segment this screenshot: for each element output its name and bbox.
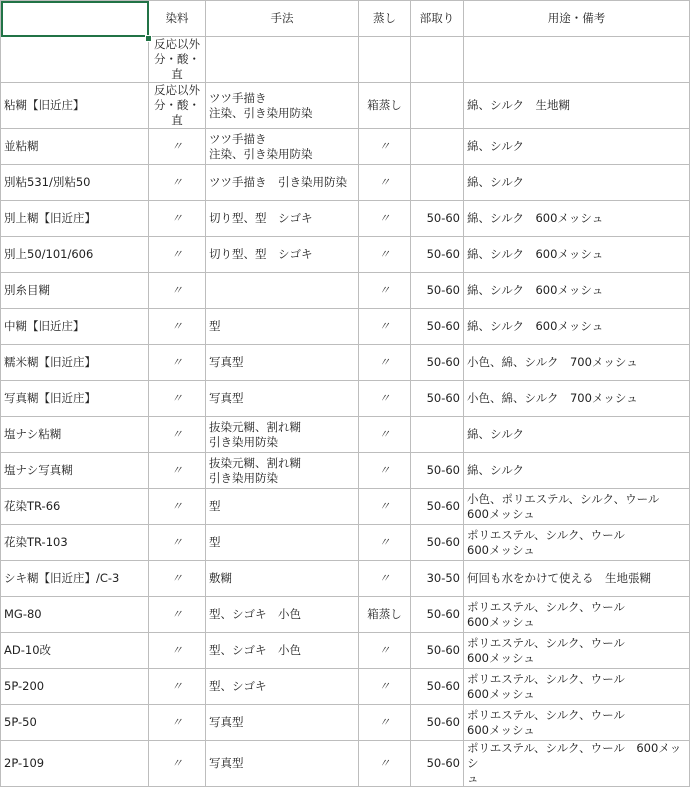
ditto-mark: 〃 (171, 355, 183, 369)
cell-name[interactable] (1, 633, 149, 669)
cell-name[interactable] (1, 345, 149, 381)
steam-value: 〃 (378, 247, 391, 261)
cell-name[interactable] (1, 83, 149, 129)
steam-value: 〃 (378, 211, 391, 225)
steam-value: 〃 (378, 715, 391, 729)
cell-usage[interactable] (464, 201, 690, 237)
header-cell-name[interactable] (1, 1, 149, 37)
method-line-1: ツツ手描き (209, 90, 267, 105)
usage-line-1: 何回も水をかけて使える 生地張糊 (467, 571, 651, 585)
steam-value: 〃 (378, 679, 391, 693)
cell[interactable] (1, 37, 149, 83)
product-name: 花染TR-103 (4, 535, 68, 549)
cell-steam[interactable] (359, 381, 411, 417)
steam-value: 〃 (378, 283, 391, 297)
dye-note-line-2: 分・酸・直 (154, 52, 200, 81)
cell-dye[interactable] (149, 489, 206, 525)
usage-line-2: 600メッシュ (467, 686, 535, 701)
method-line-1: 型 (209, 319, 221, 333)
cell-steam[interactable] (359, 345, 411, 381)
ratio-value: 50-60 (426, 679, 460, 693)
ratio-value: 50-60 (426, 607, 460, 621)
cell-steam[interactable] (359, 705, 411, 741)
cell-steam[interactable] (359, 237, 411, 273)
ditto-mark: 〃 (171, 679, 183, 693)
cell-steam[interactable] (359, 633, 411, 669)
method-line-2: 注染、引き染用防染 (209, 105, 313, 120)
cell-method[interactable] (206, 273, 359, 309)
product-name: 別糸目糊 (4, 283, 50, 297)
method-line-1: 切り型、型 シゴキ (209, 211, 313, 225)
method-line-1: 抜染元糊、割れ糊 (209, 455, 301, 470)
ratio-value: 50-60 (426, 756, 460, 770)
cell-ratio[interactable] (411, 129, 464, 165)
cell-method[interactable] (206, 561, 359, 597)
cell-ratio[interactable] (411, 381, 464, 417)
usage-line-1: 小色、綿、シルク 700メッシュ (467, 391, 638, 405)
method-line-2: 注染、引き染用防染 (209, 146, 313, 161)
table-row (1, 83, 690, 129)
product-name: 写真糊【旧近庄】 (4, 391, 96, 405)
cell-method[interactable] (206, 345, 359, 381)
cell-dye[interactable] (149, 165, 206, 201)
method-line-1: 写真型 (209, 391, 244, 405)
ratio-value: 50-60 (426, 247, 460, 261)
steam-value: 〃 (378, 535, 391, 549)
subheader-row (1, 37, 690, 83)
ditto-mark: 〃 (171, 715, 183, 729)
table-row (1, 669, 690, 705)
cell-dye[interactable] (149, 669, 206, 705)
product-name: 粘糊【旧近庄】 (4, 98, 85, 112)
table-row (1, 309, 690, 345)
cell-name[interactable] (1, 237, 149, 273)
ditto-mark: 〃 (171, 283, 183, 297)
cell-steam[interactable] (359, 561, 411, 597)
cell-usage[interactable] (464, 669, 690, 705)
ratio-value: 50-60 (426, 211, 460, 225)
ratio-value: 50-60 (426, 499, 460, 513)
cell-usage[interactable] (464, 597, 690, 633)
cell-dye[interactable] (149, 201, 206, 237)
cell-dye[interactable] (149, 381, 206, 417)
ratio-value: 50-60 (426, 535, 460, 549)
cell-ratio[interactable] (411, 201, 464, 237)
usage-line-2: 600メッシュ (467, 722, 535, 737)
cell-name[interactable] (1, 417, 149, 453)
table-row (1, 633, 690, 669)
cell-dye[interactable] (149, 597, 206, 633)
table-row (1, 489, 690, 525)
cell-ratio[interactable] (411, 273, 464, 309)
header-row (1, 1, 690, 37)
cell-steam[interactable] (359, 741, 411, 787)
ratio-value: 50-60 (426, 391, 460, 405)
steam-value: 箱蒸し (367, 98, 402, 112)
steam-value: 〃 (378, 571, 391, 585)
cell-name[interactable] (1, 489, 149, 525)
cell-dye[interactable] (149, 345, 206, 381)
usage-line-1: 綿、シルク (467, 175, 524, 189)
ratio-value: 50-60 (426, 283, 460, 297)
cell-steam[interactable] (359, 129, 411, 165)
product-name: 5P-200 (4, 679, 45, 693)
product-name: 別粘531/別粘50 (4, 175, 91, 189)
cell-name[interactable] (1, 525, 149, 561)
steam-value: 〃 (378, 463, 391, 477)
ditto-mark: 〃 (171, 535, 183, 549)
cell-usage[interactable] (464, 741, 690, 787)
cell-ratio[interactable] (411, 165, 464, 201)
cell-name[interactable] (1, 741, 149, 787)
usage-line-1: ポリエステル、シルク、ウール (467, 635, 625, 650)
steam-value: 〃 (378, 139, 391, 153)
cell-name[interactable] (1, 201, 149, 237)
cell-method[interactable] (206, 201, 359, 237)
cell-ratio[interactable] (411, 453, 464, 489)
cell-usage[interactable] (464, 83, 690, 129)
cell-method[interactable] (206, 237, 359, 273)
cell[interactable] (206, 37, 359, 83)
cell-dye[interactable] (149, 741, 206, 787)
cell-steam[interactable] (359, 525, 411, 561)
cell-method[interactable] (206, 669, 359, 705)
table-row (1, 237, 690, 273)
ditto-mark: 〃 (171, 607, 183, 621)
usage-line-1: 小色、ポリエステル、シルク、ウール (467, 491, 660, 506)
cell-ratio[interactable] (411, 561, 464, 597)
cell-name[interactable] (1, 669, 149, 705)
product-name: 2P-109 (4, 756, 45, 770)
cell-usage[interactable] (464, 165, 690, 201)
cell[interactable] (411, 37, 464, 83)
steam-value: 〃 (378, 175, 391, 189)
product-name: 中糊【旧近庄】 (4, 319, 85, 333)
cell-method[interactable] (206, 741, 359, 787)
ditto-mark: 〃 (171, 571, 183, 585)
usage-line-1: 綿、シルク (467, 139, 524, 153)
method-line-1: 写真型 (209, 355, 244, 369)
steam-value: 〃 (378, 391, 391, 405)
ratio-value: 50-60 (426, 715, 460, 729)
cell-dye[interactable] (149, 417, 206, 453)
cell-steam[interactable] (359, 83, 411, 129)
product-name: MG-80 (4, 607, 42, 621)
cell-method[interactable] (206, 381, 359, 417)
cell-steam[interactable] (359, 201, 411, 237)
table-row (1, 417, 690, 453)
product-name: 5P-50 (4, 715, 37, 729)
ratio-value: 50-60 (426, 319, 460, 333)
table-row (1, 201, 690, 237)
header-cell-dye[interactable]: 染料 (149, 1, 206, 37)
cell-ratio[interactable] (411, 633, 464, 669)
table-row (1, 597, 690, 633)
dye-line-2: 分・酸・直 (154, 98, 200, 127)
header-cell-ratio[interactable]: 部取り (411, 1, 464, 37)
fill-handle[interactable] (145, 35, 152, 42)
table-row (1, 165, 690, 201)
cell-usage[interactable] (464, 561, 690, 597)
usage-line-1: ポリエステル、シルク、ウール 600メッシ (467, 741, 682, 770)
cell-steam[interactable] (359, 417, 411, 453)
usage-line-1: ポリエステル、シルク、ウール (467, 707, 625, 722)
method-line-1: 型、シゴキ 小色 (209, 607, 301, 621)
ditto-mark: 〃 (171, 319, 183, 333)
cell[interactable] (359, 37, 411, 83)
usage-line-2: 600メッシュ (467, 650, 535, 665)
steam-value: 箱蒸し (367, 607, 402, 621)
cell-steam[interactable] (359, 597, 411, 633)
cell-method[interactable] (206, 525, 359, 561)
cell-steam[interactable] (359, 453, 411, 489)
product-name: 別上50/101/606 (4, 247, 94, 261)
usage-line-2: 600メッシュ (467, 542, 535, 557)
cell-usage[interactable] (464, 705, 690, 741)
cell-dye[interactable] (149, 83, 206, 129)
product-name: 並粘糊 (4, 139, 39, 153)
ditto-mark: 〃 (171, 499, 183, 513)
steam-value: 〃 (378, 643, 391, 657)
cell-name[interactable] (1, 165, 149, 201)
ditto-mark: 〃 (171, 756, 183, 770)
table-row (1, 525, 690, 561)
steam-value: 〃 (378, 756, 391, 770)
method-line-2: 引き染用防染 (209, 470, 278, 485)
product-name: 塩ナシ粘糊 (4, 427, 62, 441)
cell-steam[interactable] (359, 309, 411, 345)
dye-line-1: 反応以外 (154, 83, 200, 97)
usage-line-1: ポリエステル、シルク、ウール (467, 527, 625, 542)
ditto-mark: 〃 (171, 427, 183, 441)
usage-line-1: ポリエステル、シルク、ウール (467, 671, 625, 686)
method-line-1: 抜染元糊、割れ糊 (209, 419, 301, 434)
header-cell-steam[interactable]: 蒸し (359, 1, 411, 37)
method-line-1: 写真型 (209, 715, 244, 729)
usage-line-1: ポリエステル、シルク、ウール (467, 599, 625, 614)
header-cell-method[interactable]: 手法 (206, 1, 359, 37)
product-name: シキ糊【旧近庄】/C-3 (4, 571, 120, 585)
product-name: 糯米糊【旧近庄】 (4, 355, 96, 369)
usage-line-1: 綿、シルク 600メッシュ (467, 283, 604, 297)
cell-steam[interactable] (359, 273, 411, 309)
cell-method[interactable] (206, 309, 359, 345)
cell-ratio[interactable] (411, 741, 464, 787)
steam-value: 〃 (378, 319, 391, 333)
cell-usage[interactable] (464, 345, 690, 381)
cell-name[interactable] (1, 561, 149, 597)
product-name: 塩ナシ写真糊 (4, 463, 73, 477)
cell-usage[interactable] (464, 453, 690, 489)
method-line-1: 写真型 (209, 756, 244, 770)
cell-usage[interactable] (464, 633, 690, 669)
method-line-2: 引き染用防染 (209, 434, 278, 449)
cell-ratio[interactable] (411, 83, 464, 129)
cell-steam[interactable] (359, 489, 411, 525)
cell-dye[interactable] (149, 705, 206, 741)
ratio-value: 30-50 (426, 571, 460, 585)
cell-name[interactable] (1, 273, 149, 309)
method-line-1: 型、シゴキ (209, 679, 267, 693)
cell-method[interactable] (206, 129, 359, 165)
usage-line-1: 綿、シルク 生地糊 (467, 98, 570, 112)
cell-ratio[interactable] (411, 597, 464, 633)
ditto-mark: 〃 (171, 211, 183, 225)
header-cell-usage[interactable]: 用途・備考 (464, 1, 690, 37)
usage-line-2: 600メッシュ (467, 614, 535, 629)
table-row (1, 129, 690, 165)
cell-steam[interactable] (359, 669, 411, 705)
cell-name[interactable] (1, 129, 149, 165)
cell-method[interactable] (206, 489, 359, 525)
dye-note-line-1: 反応以外 (154, 37, 200, 51)
method-line-1: 型 (209, 535, 221, 549)
table-row (1, 705, 690, 741)
cell-usage[interactable] (464, 417, 690, 453)
method-line-1: 型、シゴキ 小色 (209, 643, 301, 657)
cell-method[interactable] (206, 165, 359, 201)
usage-line-1: 綿、シルク 600メッシュ (467, 319, 604, 333)
method-line-1: ツツ手描き (209, 131, 267, 146)
cell-dye[interactable] (149, 561, 206, 597)
ditto-mark: 〃 (171, 463, 183, 477)
method-line-1: ツツ手描き 引き染用防染 (209, 175, 347, 189)
usage-line-1: 綿、シルク 600メッシュ (467, 211, 604, 225)
table-row (1, 273, 690, 309)
ditto-mark: 〃 (171, 139, 183, 153)
cell[interactable] (464, 37, 690, 83)
table-row (1, 453, 690, 489)
cell-name[interactable] (1, 597, 149, 633)
cell-name[interactable] (1, 309, 149, 345)
method-line-1: 敷糊 (209, 571, 232, 585)
cell-usage[interactable] (464, 309, 690, 345)
cell-usage[interactable] (464, 381, 690, 417)
ratio-value: 50-60 (426, 463, 460, 477)
ditto-mark: 〃 (171, 175, 183, 189)
cell-name[interactable] (1, 453, 149, 489)
product-name: AD-10改 (4, 643, 52, 657)
usage-line-2: ュ (467, 771, 479, 785)
steam-value: 〃 (378, 355, 391, 369)
cell-method[interactable] (206, 83, 359, 129)
cell-name[interactable] (1, 705, 149, 741)
cell-steam[interactable] (359, 165, 411, 201)
cell-usage[interactable] (464, 237, 690, 273)
product-name: 別上糊【旧近庄】 (4, 211, 96, 225)
cell-usage[interactable] (464, 273, 690, 309)
cell-dye[interactable] (149, 129, 206, 165)
ratio-value: 50-60 (426, 643, 460, 657)
cell-ratio[interactable] (411, 417, 464, 453)
cell-dye[interactable] (149, 237, 206, 273)
ditto-mark: 〃 (171, 247, 183, 261)
cell-dye[interactable] (149, 273, 206, 309)
cell-dye-note[interactable] (149, 37, 206, 83)
table-row (1, 381, 690, 417)
table-row (1, 345, 690, 381)
usage-line-1: 綿、シルク (467, 463, 524, 477)
cell-usage[interactable] (464, 489, 690, 525)
cell-name[interactable] (1, 381, 149, 417)
cell-ratio[interactable] (411, 489, 464, 525)
cell-method[interactable] (206, 597, 359, 633)
cell-usage[interactable] (464, 525, 690, 561)
cell-dye[interactable] (149, 309, 206, 345)
cell-dye[interactable] (149, 633, 206, 669)
method-line-1: 型 (209, 499, 221, 513)
usage-line-1: 綿、シルク 600メッシュ (467, 247, 604, 261)
usage-line-1: 小色、綿、シルク 700メッシュ (467, 355, 638, 369)
cell-ratio[interactable] (411, 669, 464, 705)
usage-line-1: 綿、シルク (467, 427, 524, 441)
ratio-value: 50-60 (426, 355, 460, 369)
steam-value: 〃 (378, 427, 391, 441)
steam-value: 〃 (378, 499, 391, 513)
ditto-mark: 〃 (171, 643, 183, 657)
product-name: 花染TR-66 (4, 499, 61, 513)
cell-ratio[interactable] (411, 309, 464, 345)
cell-method[interactable] (206, 633, 359, 669)
cell-dye[interactable] (149, 453, 206, 489)
cell-ratio[interactable] (411, 525, 464, 561)
table-row (1, 741, 690, 787)
ditto-mark: 〃 (171, 391, 183, 405)
cell-usage[interactable] (464, 129, 690, 165)
cell-ratio[interactable] (411, 705, 464, 741)
cell-dye[interactable] (149, 525, 206, 561)
cell-ratio[interactable] (411, 345, 464, 381)
cell-method[interactable] (206, 705, 359, 741)
method-line-1: 切り型、型 シゴキ (209, 247, 313, 261)
table-row (1, 561, 690, 597)
cell-ratio[interactable] (411, 237, 464, 273)
cell-method[interactable] (206, 417, 359, 453)
cell-method[interactable] (206, 453, 359, 489)
usage-line-2: 600メッシュ (467, 506, 535, 521)
